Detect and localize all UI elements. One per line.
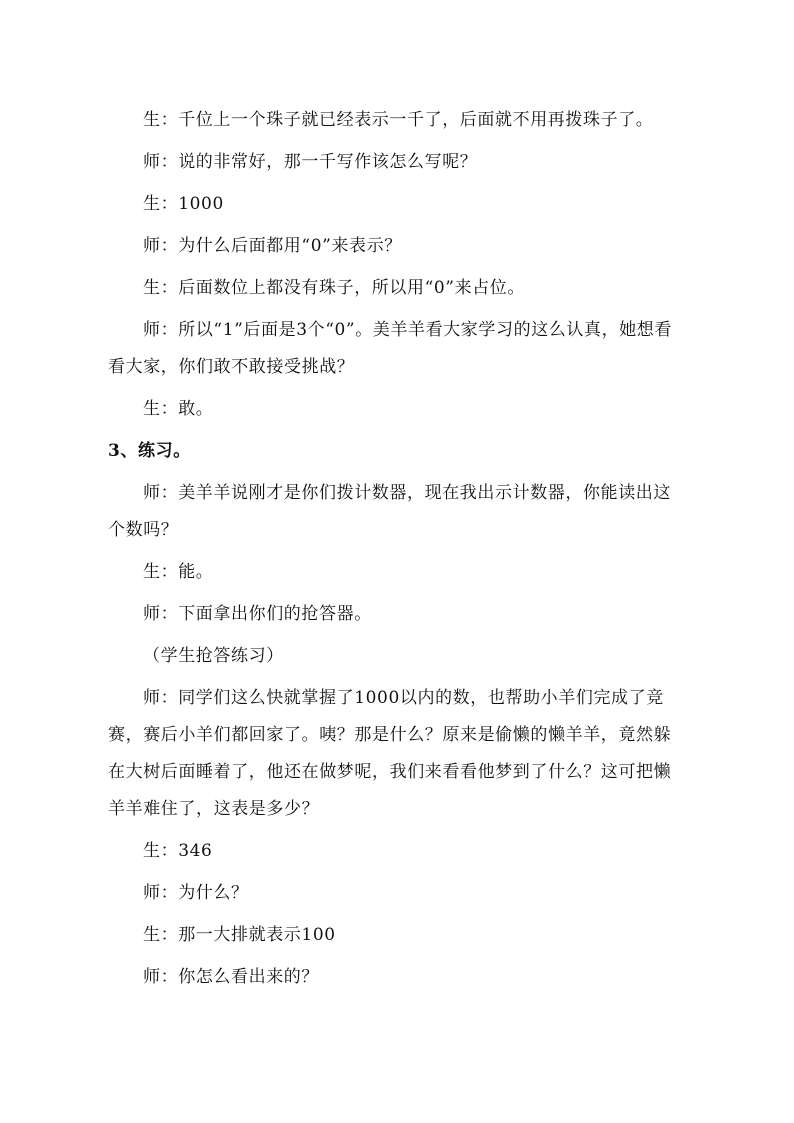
section-heading: 3、练习。 — [108, 441, 191, 461]
paragraph: 生：346 — [143, 841, 213, 861]
paragraph: 生：千位上一个珠子就已经表示一千了，后面就不用再拨珠子了。 — [143, 110, 654, 130]
paragraph: 师：美羊羊说刚才是你们拨计数器，现在我出示计数器，你能读出这个数吗？ — [108, 483, 671, 540]
paragraph: 师：你怎么看出来的？ — [143, 967, 319, 987]
paragraph: 生：能。 — [143, 562, 214, 582]
paragraph: 师：下面拿出你们的抢答器。 — [143, 604, 372, 624]
paragraph: 生：那一大排就表示100 — [143, 925, 336, 945]
paragraph: 师：为什么？ — [143, 883, 249, 903]
paragraph: 师：说的非常好，那一千写作该怎么写呢？ — [143, 152, 478, 172]
paragraph: 师：为什么后面都用“0”来表示？ — [143, 236, 402, 256]
document-body — [108, 102, 688, 1001]
stage-direction: （学生抢答练习） — [143, 646, 284, 666]
paragraph: 生：后面数位上都没有珠子，所以用“0”来占位。 — [143, 278, 525, 298]
paragraph: 生：1000 — [143, 194, 224, 214]
paragraph: 生：敢。 — [143, 399, 214, 419]
paragraph: 师：所以“1”后面是3个“0”。美羊羊看大家学习的这么认真，她想看看大家，你们敢不敢接受挑战？ — [108, 320, 673, 377]
paragraph: 师：同学们这么快就掌握了1000以内的数，也帮助小羊们完成了竞赛，赛后小羊们都回家了。咦？那是什么？原来是偷懒的懒羊羊，竟然躲在大树后面睡着了，他还在做梦呢，我们来看看他梦到了什么？这可把懒羊羊难住了，这表是多少？ — [108, 688, 672, 819]
